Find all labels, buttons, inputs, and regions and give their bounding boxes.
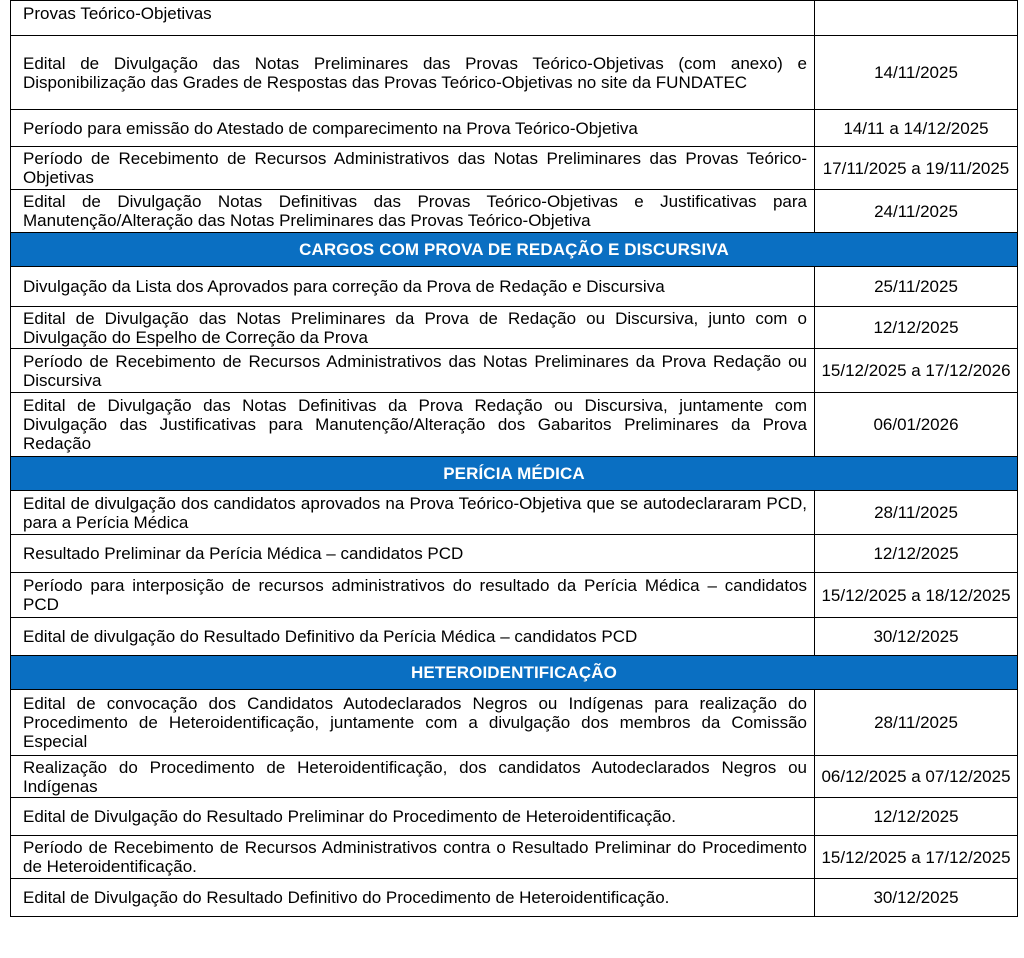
table-row <box>11 36 1018 110</box>
table-row <box>11 307 1018 349</box>
section-header-pericia <box>11 457 1018 491</box>
table-row <box>11 147 1018 190</box>
event-date: 12/12/2025 <box>815 535 1018 573</box>
table-row <box>11 190 1018 233</box>
schedule-table <box>10 0 1018 917</box>
event-date: 15/12/2025 a 17/12/2026 <box>815 349 1018 393</box>
event-date: 15/12/2025 a 18/12/2025 <box>815 573 1018 618</box>
event-description: Período de Recebimento de Recursos Administrativos das Notas Preliminares da Prova Redação ou Discursiva <box>11 349 815 393</box>
event-description: Provas Teórico-Objetivas <box>11 1 815 36</box>
event-description: Edital de Divulgação das Notas Definitivas da Prova Redação ou Discursiva, juntamente com Divulgação das Justificativas para Manutenção/Alteração dos Gabaritos Preliminares da Prova Redação <box>11 393 815 457</box>
table-row <box>11 618 1018 656</box>
event-date: 28/11/2025 <box>815 690 1018 756</box>
event-description: Resultado Preliminar da Perícia Médica – candidatos PCD <box>11 535 815 573</box>
event-date: 24/11/2025 <box>815 190 1018 233</box>
event-date: 12/12/2025 <box>815 307 1018 349</box>
table-row <box>11 756 1018 798</box>
event-description: Edital de Divulgação Notas Definitivas das Provas Teórico-Objetivas e Justificativas para Manutenção/Alteração das Notas Preliminares das Provas Teórico-Objetiva <box>11 190 815 233</box>
table-row <box>11 491 1018 535</box>
table-row <box>11 110 1018 147</box>
table-row <box>11 1 1018 36</box>
section-title: PERÍCIA MÉDICA <box>11 457 1018 491</box>
table-row <box>11 349 1018 393</box>
event-date: 25/11/2025 <box>815 267 1018 307</box>
event-date: 14/11 a 14/12/2025 <box>815 110 1018 147</box>
event-date: 12/12/2025 <box>815 798 1018 836</box>
event-description: Edital de Divulgação do Resultado Definitivo do Procedimento de Heteroidentificação. <box>11 879 815 917</box>
event-date: 06/12/2025 a 07/12/2025 <box>815 756 1018 798</box>
event-description: Divulgação da Lista dos Aprovados para correção da Prova de Redação e Discursiva <box>11 267 815 307</box>
section-title: CARGOS COM PROVA DE REDAÇÃO E DISCURSIVA <box>11 233 1018 267</box>
section-header-redacao <box>11 233 1018 267</box>
event-description: Edital de divulgação dos candidatos aprovados na Prova Teórico-Objetiva que se autodeclararam PCD, para a Perícia Médica <box>11 491 815 535</box>
table-row <box>11 573 1018 618</box>
event-date: 28/11/2025 <box>815 491 1018 535</box>
event-date <box>815 1 1018 36</box>
event-date: 14/11/2025 <box>815 36 1018 110</box>
event-description: Período para interposição de recursos administrativos do resultado da Perícia Médica – candidatos PCD <box>11 573 815 618</box>
event-date: 17/11/2025 a 19/11/2025 <box>815 147 1018 190</box>
event-description: Período de Recebimento de Recursos Administrativos das Notas Preliminares das Provas Teórico-Objetivas <box>11 147 815 190</box>
event-description: Edital de convocação dos Candidatos Autodeclarados Negros ou Indígenas para realização do Procedimento de Heteroidentificação, juntamente com a divulgação dos membros da Comissão Especial <box>11 690 815 756</box>
event-description: Edital de Divulgação do Resultado Preliminar do Procedimento de Heteroidentificação. <box>11 798 815 836</box>
section-header-heteroidentificacao <box>11 656 1018 690</box>
table-row <box>11 393 1018 457</box>
table-row <box>11 267 1018 307</box>
event-description: Período para emissão do Atestado de comparecimento na Prova Teórico-Objetiva <box>11 110 815 147</box>
section-title: HETEROIDENTIFICAÇÃO <box>11 656 1018 690</box>
event-date: 30/12/2025 <box>815 879 1018 917</box>
table-row <box>11 879 1018 917</box>
table-row <box>11 798 1018 836</box>
table-row <box>11 836 1018 879</box>
table-row <box>11 535 1018 573</box>
event-description: Edital de Divulgação das Notas Preliminares das Provas Teórico-Objetivas (com anexo) e Disponibilização das Grades de Respostas das Provas Teórico-Objetivas no site da FUNDATEC <box>11 36 815 110</box>
event-date: 06/01/2026 <box>815 393 1018 457</box>
event-description: Período de Recebimento de Recursos Administrativos contra o Resultado Preliminar do Procedimento de Heteroidentificação. <box>11 836 815 879</box>
table-row <box>11 690 1018 756</box>
event-date: 15/12/2025 a 17/12/2025 <box>815 836 1018 879</box>
event-description: Realização do Procedimento de Heteroidentificação, dos candidatos Autodeclarados Negros ou Indígenas <box>11 756 815 798</box>
event-date: 30/12/2025 <box>815 618 1018 656</box>
event-description: Edital de Divulgação das Notas Preliminares da Prova de Redação ou Discursiva, junto com o Divulgação do Espelho de Correção da Prova <box>11 307 815 349</box>
event-description: Edital de divulgação do Resultado Definitivo da Perícia Médica – candidatos PCD <box>11 618 815 656</box>
